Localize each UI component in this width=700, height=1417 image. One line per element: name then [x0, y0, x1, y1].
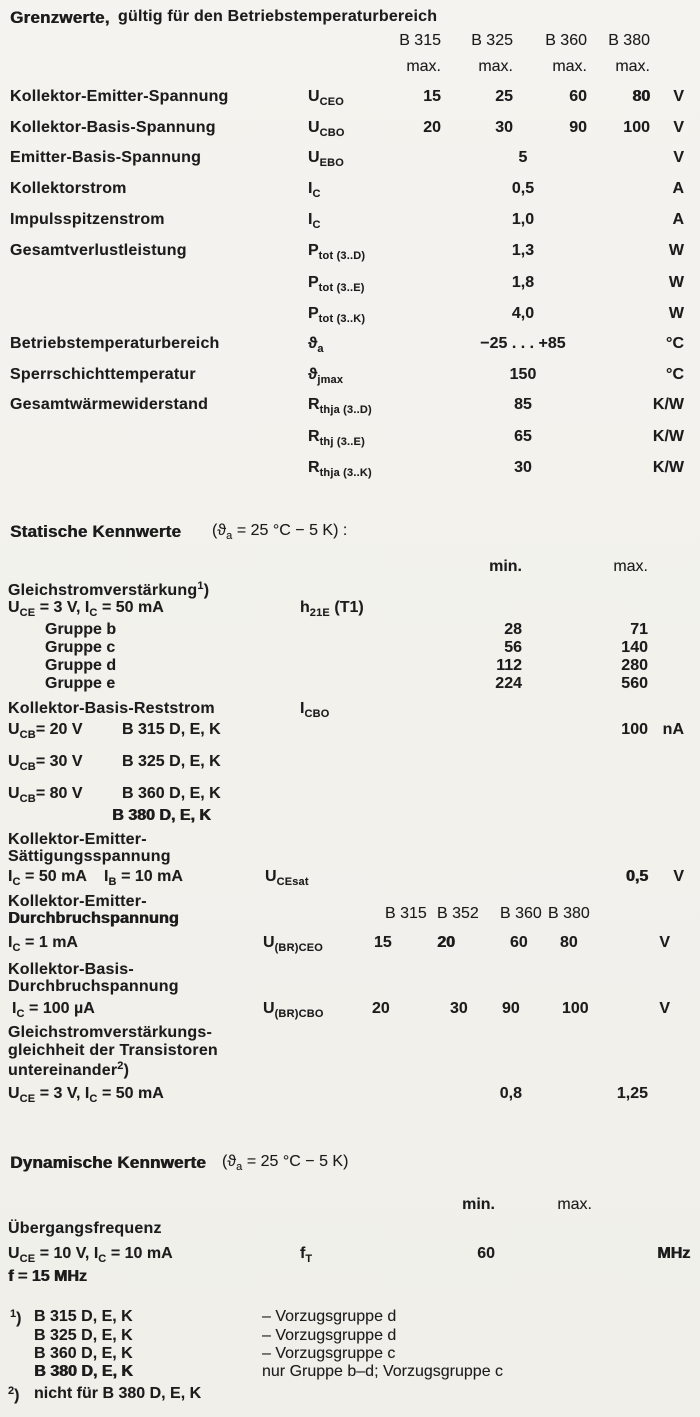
footnote2-marker: $^2$)	[8, 1385, 20, 1404]
limit-row-unit: K/W	[652, 459, 684, 476]
group-label: Gruppe e	[45, 675, 116, 692]
ft-name-text: Übergangsfrequenz	[8, 1220, 162, 1237]
group-max: 560	[621, 675, 648, 692]
limit-row-unit: K/W	[652, 428, 684, 445]
limit-row-unit: K/W	[652, 396, 684, 413]
limit-row-label: Emitter-Basis-Spannung	[10, 149, 202, 166]
ubrceo-name2-text: Durchbruchspannung	[8, 910, 179, 927]
limit-row	[0, 180, 700, 206]
limit-row-label: Kollektorstrom	[10, 180, 127, 197]
ubrcbo-value: 100	[562, 1000, 589, 1017]
matching-condition: $U_{CE} = 3$ V, $I_C = 50$ mA	[8, 1085, 164, 1105]
type-header-b360: B 360	[500, 905, 542, 922]
group-min: 28	[504, 621, 522, 638]
limit-row-symbol: $U_{EBO}$	[308, 149, 344, 169]
icbo-row	[0, 807, 700, 833]
type-header-row	[0, 32, 700, 58]
limit-row-symbol: $U_{CBO}$	[308, 119, 345, 139]
group-max: 280	[621, 657, 648, 674]
hfe-name-text: Gleichstromverstärkung$^1$)	[8, 580, 210, 599]
type-header-b352: B 352	[437, 905, 479, 922]
ubrceo-value: 15	[374, 934, 392, 951]
icbo-type: B 380 D, E, K	[112, 807, 211, 824]
footnote1-row	[0, 1308, 700, 1328]
ucesat-name2-text: Sättigungsspannung	[8, 848, 171, 865]
type-header-b325: B 325	[471, 32, 513, 49]
footnote1-note: – Vorzugsgruppe c	[262, 1345, 396, 1362]
limit-row-value: 80	[632, 88, 650, 105]
limit-row-label: Sperrschichttemperatur	[10, 366, 196, 383]
max-label: max.	[478, 58, 513, 75]
limits-title	[0, 8, 700, 34]
limit-row-value: 65	[514, 428, 532, 445]
matching-name1	[0, 1024, 700, 1044]
dynamic-title: Dynamische Kennwerte	[10, 1153, 206, 1172]
ft-symbol: $f_T$	[300, 1245, 313, 1265]
type-header-b360: B 360	[545, 32, 587, 49]
limit-row-value: 20	[423, 119, 441, 136]
ucesat-name1-text: Kollektor-Emitter-	[8, 831, 147, 848]
limit-row-value: 25	[495, 88, 513, 105]
icbo-type: B 360 D, E, K	[122, 785, 221, 802]
limit-row-symbol: $P_{tot (3..K)}$	[308, 305, 366, 325]
footnote1-type: B 325 D, E, K	[34, 1327, 133, 1344]
ubrceo-row	[0, 934, 700, 960]
ubrceo-value: 20	[437, 934, 455, 951]
footnote1-row	[0, 1327, 700, 1347]
footnote1-type: B 360 D, E, K	[34, 1345, 133, 1362]
icbo-condition: $U_{CB}= 20$ V	[8, 721, 83, 741]
limit-row	[0, 242, 700, 268]
footnote1-marker: $^1$)	[10, 1308, 22, 1327]
group-min: 56	[504, 639, 522, 656]
limit-row-value: 100	[623, 119, 650, 136]
ucesat-symbol: $U_{CEsat}$	[265, 868, 309, 888]
icbo-row	[0, 721, 700, 747]
icbo-max: 100	[621, 721, 648, 738]
footnote1-note: – Vorzugsgruppe d	[262, 1327, 397, 1344]
limit-row-unit: W	[668, 305, 684, 322]
limit-row-symbol: $R_{thja (3..D)}$	[308, 396, 372, 416]
ubrcbo-row	[0, 1000, 700, 1026]
ubrcbo-value: 90	[502, 1000, 520, 1017]
limits-title-rest: gültig für den Betriebstemperaturbereich	[118, 8, 438, 25]
matching-max: 1,25	[616, 1085, 648, 1102]
matching-name1-text: Gleichstromverstärkungs-	[8, 1024, 212, 1041]
limit-row-label: Kollektor-Emitter-Spannung	[10, 88, 229, 105]
limit-row-label: Gesamtwärmewiderstand	[10, 396, 209, 413]
limit-row-unit: °C	[666, 335, 684, 352]
max-label: max.	[615, 58, 650, 75]
footnote1-type: B 315 D, E, K	[34, 1308, 133, 1325]
dynamic-minmax-header	[0, 1196, 700, 1222]
limit-row-unit: W	[668, 242, 684, 259]
dynamic-section-title	[0, 1153, 700, 1179]
limit-row-value: 60	[569, 88, 587, 105]
limit-row-unit: A	[672, 211, 684, 228]
limit-row-symbol: $ϑ_a$	[308, 335, 324, 355]
ft-unit: MHz	[657, 1245, 690, 1262]
limit-row-value: 1,8	[511, 274, 535, 291]
static-title-condition: ($ϑ_a = 25$ °C − 5 K) :	[212, 522, 348, 542]
group-max: 71	[630, 621, 648, 638]
limit-row-value: 4,0	[511, 305, 535, 322]
ft-condition: $U_{CE} = 10$ V, $I_C = 10$ mA	[8, 1245, 173, 1265]
ucesat-name2	[0, 848, 700, 868]
icbo-name: Kollektor-Basis-Reststrom	[8, 700, 215, 717]
max-label: max.	[557, 1196, 592, 1213]
ubrceo-value: 60	[510, 934, 528, 951]
type-header-b315: B 315	[385, 905, 427, 922]
limit-row-symbol: $U_{CEO}$	[308, 88, 344, 108]
footnote1-note: – Vorzugsgruppe d	[262, 1308, 397, 1325]
limit-row	[0, 396, 700, 422]
limit-row-label: Kollektor-Basis-Spannung	[10, 119, 216, 136]
limit-row-symbol: $ϑ_{jmax}$	[308, 366, 344, 386]
group-label: Gruppe c	[45, 639, 116, 656]
footnote1-row	[0, 1345, 700, 1365]
limit-row-unit: V	[673, 119, 684, 136]
limit-row-value: −25 . . . +85	[480, 335, 566, 352]
limit-row-symbol: $R_{thja (3..K)}$	[308, 459, 372, 479]
type-header-b315: B 315	[399, 32, 441, 49]
limit-row	[0, 428, 700, 454]
limit-row-value: 30	[495, 119, 513, 136]
icbo-symbol: $I_{CBO}$	[300, 700, 330, 720]
static-section-title	[0, 522, 700, 548]
ubrcbo-value: 20	[372, 1000, 390, 1017]
min-label: min.	[489, 558, 522, 575]
limit-row-value: 150	[509, 366, 537, 383]
ucesat-max: 0,5	[625, 868, 648, 885]
limit-row-value: 30	[514, 459, 532, 476]
limit-row-symbol: $R_{thj (3..E)}$	[308, 428, 365, 448]
ubrcbo-condition: $I_C = 100$ µA	[12, 1000, 95, 1020]
matching-name3-text: untereinander$^2$)	[8, 1060, 130, 1079]
group-max: 140	[621, 639, 648, 656]
ubrceo-condition: $I_C = 1$ mA	[8, 934, 78, 954]
limit-row	[0, 211, 700, 237]
type-header-b380: B 380	[608, 32, 650, 49]
limit-row-unit: V	[673, 149, 684, 166]
ucesat-row	[0, 868, 700, 894]
matching-name3	[0, 1060, 700, 1080]
limit-row	[0, 366, 700, 392]
ubrcbo-name1-text: Kollektor-Basis-	[8, 961, 134, 978]
matching-row	[0, 1085, 700, 1111]
group-min: 224	[495, 675, 522, 692]
limit-row-symbol: $P_{tot (3..E)}$	[308, 274, 365, 294]
limit-row-unit: W	[668, 274, 684, 291]
limit-row-symbol: $P_{tot (3..D)}$	[308, 242, 366, 262]
footnote2-row	[0, 1385, 700, 1405]
hfe-group-row	[0, 657, 700, 677]
limit-row-label: Impulsspitzenstrom	[10, 211, 165, 228]
max-label: max.	[613, 558, 648, 575]
ucesat-unit: V	[673, 868, 684, 885]
icbo-condition: $U_{CB}= 80$ V	[8, 785, 83, 805]
group-label: Gruppe b	[45, 621, 117, 638]
matching-name2-text: gleichheit der Transistoren	[8, 1042, 218, 1059]
limit-row-value: 90	[569, 119, 587, 136]
limit-row-unit: A	[672, 180, 684, 197]
limit-row-unit: V	[673, 88, 684, 105]
static-title: Statische Kennwerte	[10, 522, 182, 541]
ubrceo-unit: V	[659, 934, 670, 951]
group-min: 112	[496, 657, 522, 674]
footnote1-type: B 380 D, E, K	[34, 1363, 133, 1380]
ubrcbo-symbol: $U_{(BR)CBO}$	[263, 1000, 324, 1020]
limit-row-value: 5	[518, 149, 528, 166]
max-header-row	[0, 58, 700, 84]
limit-row-value: 1,3	[511, 242, 535, 259]
limit-row	[0, 274, 700, 300]
type-header-b380: B 380	[548, 905, 590, 922]
limit-row	[0, 459, 700, 485]
ft-condition2: f = 15 MHz	[8, 1268, 87, 1285]
icbo-row	[0, 753, 700, 779]
limit-row	[0, 335, 700, 361]
hfe-group-row	[0, 639, 700, 659]
limits-title-bold: Grenzwerte,	[10, 8, 110, 27]
limit-row	[0, 305, 700, 331]
limit-row-value: 85	[514, 396, 532, 413]
limit-row	[0, 88, 700, 114]
icbo-type: B 315 D, E, K	[122, 721, 221, 738]
ft-condition2-row	[0, 1268, 700, 1288]
icbo-type: B 325 D, E, K	[122, 753, 221, 770]
matching-name2	[0, 1042, 700, 1062]
hfe-condition: $U_{CE} = 3$ V, $I_C = 50$ mA	[8, 599, 164, 619]
ubrcbo-unit: V	[659, 1000, 670, 1017]
hfe-symbol: $h_{21E}$ (T1)	[300, 599, 364, 619]
limit-row-symbol: $I_C$	[308, 211, 321, 231]
max-label: max.	[406, 58, 441, 75]
footnote1-row	[0, 1363, 700, 1383]
limit-row-unit: °C	[666, 366, 684, 383]
limit-row-value: 0,5	[511, 180, 535, 197]
ft-min: 60	[477, 1245, 495, 1262]
icbo-condition: $U_{CB}= 30$ V	[8, 753, 83, 773]
min-label: min.	[462, 1196, 495, 1213]
limit-row	[0, 119, 700, 145]
matching-min: 0,8	[499, 1085, 522, 1102]
limit-row-value: 15	[423, 88, 441, 105]
footnote2-text: nicht für B 380 D, E, K	[34, 1385, 202, 1402]
ubrceo-symbol: $U_{(BR)CEO}$	[263, 934, 324, 954]
limit-row-label: Betriebstemperaturbereich	[10, 335, 220, 352]
limit-row-value: 1,0	[511, 211, 535, 228]
hfe-group-row	[0, 621, 700, 641]
group-label: Gruppe d	[45, 657, 117, 674]
max-label: max.	[552, 58, 587, 75]
ucesat-condition: $I_C = 50$ mA $I_B = 10$ mA	[8, 868, 183, 888]
limit-row-symbol: $I_C$	[308, 180, 321, 200]
ubrceo-value: 80	[560, 934, 578, 951]
limit-row-label: Gesamtverlustleistung	[10, 242, 187, 259]
ft-name	[0, 1220, 700, 1240]
ubrcbo-value: 30	[450, 1000, 468, 1017]
hfe-group-row	[0, 675, 700, 695]
ubrcbo-name2-text: Durchbruchspannung	[8, 978, 179, 995]
limit-row	[0, 149, 700, 175]
dynamic-title-condition: ($ϑ_a = 25$ °C − 5 K)	[222, 1153, 349, 1173]
footnote1-note: nur Gruppe b–d; Vorzugsgruppe c	[262, 1363, 504, 1380]
ubrceo-name1-text: Kollektor-Emitter-	[8, 893, 147, 910]
ubrcbo-name2	[0, 978, 700, 998]
icbo-unit: nA	[662, 721, 684, 738]
ubrceo-name2	[0, 910, 700, 930]
